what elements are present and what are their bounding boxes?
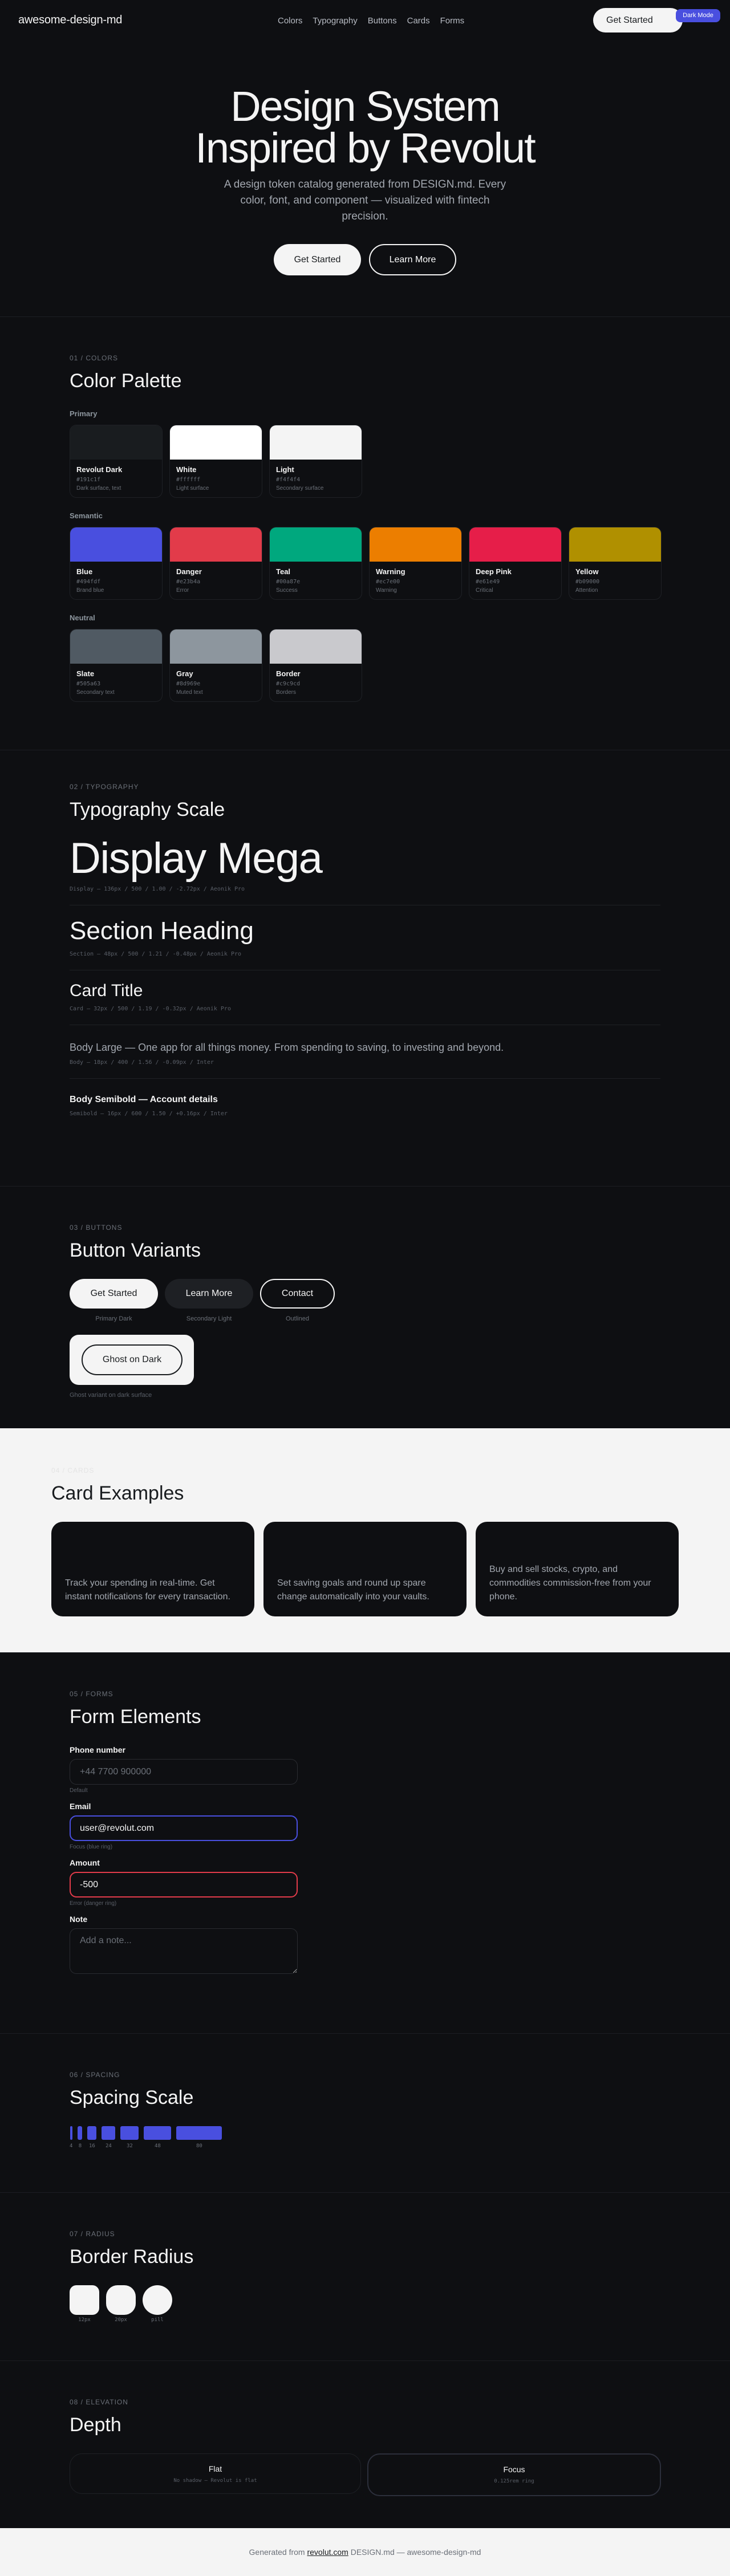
elevation-card-flat: [70, 2453, 361, 2494]
phone-field: [70, 1745, 730, 1794]
section-title: Depth: [70, 2414, 121, 2436]
swatch-color: [70, 629, 162, 664]
color-swatch[interactable]: [169, 629, 262, 702]
type-sample-semibold: [70, 1079, 660, 1129]
section-title: Border Radius: [70, 2246, 194, 2268]
spacing-item: [78, 2126, 82, 2149]
section-label: 05 / FORMS: [70, 1690, 113, 1698]
type-spec: Section — 48px / 500 / 1.21 / -0.48px / Aeonik Pro: [70, 951, 242, 957]
radius-samples: [70, 2285, 730, 2323]
section-title: Spacing Scale: [70, 2087, 194, 2108]
swatch-info: [70, 664, 162, 702]
spacing-item: [120, 2126, 139, 2149]
swatch-description: Brand blue: [76, 587, 104, 594]
forms-section: [0, 1652, 730, 2033]
feature-card[interactable]: [476, 1522, 679, 1616]
nav-link-typography[interactable]: Typography: [313, 16, 358, 26]
email-field: [70, 1802, 730, 1850]
swatch-description: Secondary text: [76, 689, 115, 696]
section-title: Form Elements: [70, 1706, 201, 1728]
section-title: Color Palette: [70, 370, 182, 392]
swatch-name: Blue: [76, 567, 93, 576]
footer-prefix: Generated from: [249, 2547, 305, 2557]
radius-box: [106, 2285, 136, 2315]
color-swatch[interactable]: [269, 629, 362, 702]
color-swatch[interactable]: [70, 425, 163, 498]
footer-suffix: DESIGN.md — awesome-design-md: [350, 2547, 481, 2557]
type-sample-body: [70, 1025, 660, 1079]
radius-item: [70, 2285, 99, 2323]
swatch-hex: #00a87e: [276, 579, 301, 585]
color-group-label: Primary: [70, 409, 98, 418]
radius-box: [143, 2285, 172, 2315]
swatch-hex: #494fdf: [76, 579, 101, 585]
type-sample-text: Card Title: [70, 981, 143, 1000]
field-caption: Default: [70, 1787, 88, 1794]
field-label: Amount: [70, 1858, 100, 1867]
swatch-description: Error: [176, 587, 189, 594]
radius-label: 20px: [115, 2317, 127, 2323]
elevation-card-focus: [367, 2453, 661, 2496]
card-text: Buy and sell stocks, crypto, and commodities commission-free from your phone.: [489, 1565, 651, 1602]
nav-get-started-button[interactable]: Get Started: [593, 8, 683, 32]
card-text: Set saving goals and round up spare change automatically into your vaults.: [277, 1578, 429, 1602]
nav-link-buttons[interactable]: Buttons: [367, 16, 397, 26]
section-title: Typography Scale: [70, 799, 225, 820]
swatch-name: Warning: [376, 567, 405, 576]
swatch-description: Light surface: [176, 485, 209, 491]
swatch-info: [270, 562, 362, 600]
type-spec: Semibold — 16px / 600 / 1.50 / +0.16px / Inter: [70, 1111, 228, 1117]
type-sample-display: [70, 826, 660, 905]
get-started-button[interactable]: Get Started: [274, 244, 361, 275]
feature-card[interactable]: [51, 1522, 254, 1616]
swatch-description: Critical: [476, 587, 493, 594]
swatch-color: [70, 425, 162, 460]
hero-title-line1: Design System: [230, 83, 500, 130]
type-spec: Card — 32px / 500 / 1.19 / -0.32px / Aeonik Pro: [70, 1006, 231, 1012]
color-group-label: Neutral: [70, 613, 95, 622]
primary-dark-button[interactable]: Get Started: [70, 1279, 158, 1309]
swatch-info: [270, 664, 362, 702]
swatch-color: [469, 527, 561, 562]
elevation-title: Flat: [208, 2464, 222, 2473]
swatch-hex: #505a63: [76, 681, 101, 687]
spacing-bar: [120, 2126, 139, 2140]
color-group-label: Semantic: [70, 511, 103, 520]
type-spec: Display — 136px / 500 / 1.00 / -2.72px / Aeonik Pro: [70, 886, 245, 892]
color-swatch[interactable]: [569, 527, 662, 600]
button-row: [70, 1279, 730, 1322]
section-label: 08 / ELEVATION: [70, 2398, 128, 2406]
swatch-row: [70, 527, 730, 600]
swatch-name: Danger: [176, 567, 202, 576]
type-sample-section: [70, 905, 660, 970]
logo[interactable]: awesome-design-md: [18, 14, 123, 26]
swatch-description: Borders: [276, 689, 297, 696]
spacing-bar: [87, 2126, 96, 2140]
color-groups: [70, 409, 730, 702]
elevation-subtitle: 0.125rem ring: [494, 2479, 534, 2484]
swatch-name: Gray: [176, 669, 193, 678]
buttons-section: [0, 1186, 730, 1428]
spacing-value: 24: [106, 2143, 112, 2149]
spacing-item: [87, 2126, 96, 2149]
elevation-section: [0, 2360, 730, 2528]
section-label: 03 / BUTTONS: [70, 1224, 123, 1232]
spacing-bars: [70, 2126, 730, 2149]
typography-section: [0, 750, 730, 1186]
learn-more-button[interactable]: Learn More: [369, 244, 456, 275]
swatch-info: [70, 562, 162, 600]
button-variant-secondary: [165, 1279, 253, 1322]
color-swatch[interactable]: [469, 527, 562, 600]
swatch-info: [170, 460, 262, 498]
elevation-subtitle: No shadow — Revolut is flat: [173, 2478, 257, 2484]
spacing-value: 48: [155, 2143, 161, 2149]
elevation-cards: [70, 2453, 730, 2496]
spacing-item: [102, 2126, 115, 2149]
type-sample-text: Body Large — One app for all things money. From spending to saving, to investing and beyond.: [70, 1042, 504, 1053]
swatch-hex: #e61e49: [476, 579, 500, 585]
color-swatch[interactable]: [70, 629, 163, 702]
swatch-hex: #ffffff: [176, 477, 201, 483]
section-label: 04 / CARDS: [51, 1466, 95, 1474]
swatch-row: [70, 425, 730, 498]
swatch-name: White: [176, 465, 197, 474]
field-caption: Error (danger ring): [70, 1900, 117, 1907]
swatch-description: Muted text: [176, 689, 203, 696]
spacing-value: 32: [127, 2143, 133, 2149]
swatch-description: Dark surface, text: [76, 485, 121, 491]
card-row: [51, 1522, 730, 1616]
color-swatch[interactable]: [169, 425, 262, 498]
secondary-light-button[interactable]: Learn More: [165, 1279, 253, 1309]
field-label: Email: [70, 1802, 91, 1811]
swatch-hex: #f4f4f4: [276, 477, 301, 483]
spacing-item: [176, 2126, 222, 2149]
dark-mode-toggle[interactable]: Dark Mode: [676, 9, 720, 22]
button-caption: Outlined: [286, 1315, 309, 1322]
spacing-bar: [78, 2126, 82, 2140]
footer: [0, 2528, 730, 2576]
type-sample-card: [70, 970, 660, 1025]
swatch-color: [170, 425, 262, 460]
ghost-button[interactable]: Ghost on Dark: [82, 1344, 182, 1375]
color-swatch[interactable]: [269, 527, 362, 600]
button-caption: Secondary Light: [186, 1315, 232, 1322]
swatch-name: Teal: [276, 567, 291, 576]
swatch-color: [70, 527, 162, 562]
type-spec: Body — 18px / 400 / 1.56 / -0.09px / Inter: [70, 1059, 214, 1066]
color-swatch[interactable]: [169, 527, 262, 600]
swatch-name: Deep Pink: [476, 567, 512, 576]
swatch-name: Revolut Dark: [76, 465, 123, 474]
color-swatch[interactable]: [369, 527, 462, 600]
radius-box: [70, 2285, 99, 2315]
nav-link-colors[interactable]: Colors: [278, 16, 303, 26]
section-label: 02 / TYPOGRAPHY: [70, 783, 139, 791]
radius-item: [106, 2285, 136, 2323]
type-sample-text: Body Semibold — Account details: [70, 1095, 218, 1104]
field-caption: Focus (blue ring): [70, 1844, 113, 1850]
hero: [0, 0, 730, 316]
nav-link-cards[interactable]: Cards: [407, 16, 430, 26]
swatch-color: [370, 527, 461, 562]
swatch-info: [270, 460, 362, 498]
swatch-description: Secondary surface: [276, 485, 324, 491]
spacing-value: 80: [196, 2143, 202, 2149]
swatch-hex: #e23b4a: [176, 579, 201, 585]
section-title: Card Examples: [51, 1482, 184, 1504]
swatch-info: [469, 562, 561, 600]
section-label: 01 / COLORS: [70, 354, 119, 362]
spacing-item: [70, 2126, 72, 2149]
section-label: 06 / SPACING: [70, 2071, 120, 2079]
ghost-surface: [70, 1335, 194, 1385]
phone-input[interactable]: [70, 1759, 298, 1785]
button-variant-outlined: [260, 1279, 335, 1322]
swatch-hex: #c9c9cd: [276, 681, 301, 687]
button-caption: Primary Dark: [95, 1315, 132, 1322]
cards-section: [0, 1428, 730, 1652]
spacing-value: 4: [70, 2143, 73, 2149]
radius-item: [143, 2285, 172, 2323]
spacing-bar: [176, 2126, 222, 2140]
nav-link-forms[interactable]: Forms: [440, 16, 465, 26]
hero-title-line2: Inspired by Revolut: [195, 124, 535, 172]
swatch-color: [569, 527, 661, 562]
swatch-row: [70, 629, 730, 702]
radius-section: [0, 2192, 730, 2360]
spacing-bar: [70, 2126, 72, 2140]
color-swatch[interactable]: [70, 527, 163, 600]
field-label: Note: [70, 1915, 88, 1924]
contact-button[interactable]: Contact: [260, 1279, 335, 1309]
card-text: Track your spending in real-time. Get instant notifications for every transaction.: [65, 1578, 230, 1602]
spacing-item: [144, 2126, 171, 2149]
swatch-hex: #b09000: [575, 579, 600, 585]
swatch-description: Warning: [376, 587, 397, 594]
ghost-caption: Ghost variant on dark surface: [70, 1392, 152, 1399]
swatch-info: [569, 562, 661, 600]
section-label: 07 / RADIUS: [70, 2230, 115, 2238]
hero-buttons: [274, 244, 456, 275]
hero-title: [0, 83, 730, 172]
amount-field: [70, 1858, 730, 1907]
swatch-info: [170, 664, 262, 702]
swatch-description: Attention: [575, 587, 598, 594]
swatch-info: [70, 460, 162, 498]
swatch-name: Light: [276, 465, 294, 474]
spacing-bar: [144, 2126, 171, 2140]
feature-card[interactable]: [263, 1522, 467, 1616]
note-field: [70, 1915, 730, 1977]
swatch-hex: #8d969e: [176, 681, 201, 687]
note-textarea[interactable]: [70, 1928, 298, 1974]
field-label: Phone number: [70, 1745, 126, 1754]
spacing-value: 8: [78, 2143, 82, 2149]
radius-label: 12px: [78, 2317, 91, 2323]
swatch-info: [170, 562, 262, 600]
swatch-description: Success: [276, 587, 298, 594]
type-sample-text: Display Mega: [70, 834, 322, 883]
elevation-title: Focus: [503, 2465, 525, 2474]
swatch-color: [170, 629, 262, 664]
hero-subtitle: A design token catalog generated from DESIGN.md. Every color, font, and component — visualized with fintech precision.: [224, 178, 506, 222]
swatch-hex: #191c1f: [76, 477, 101, 483]
colors-section: [0, 316, 730, 750]
swatch-color: [270, 425, 362, 460]
top-nav: [0, 0, 730, 42]
footer-link[interactable]: revolut.com: [307, 2547, 348, 2557]
spacing-bar: [102, 2126, 115, 2140]
swatch-name: Yellow: [575, 567, 599, 576]
section-title: Button Variants: [70, 1240, 201, 1261]
swatch-name: Border: [276, 669, 301, 678]
swatch-hex: #ec7e00: [376, 579, 400, 585]
swatch-color: [170, 527, 262, 562]
swatch-info: [370, 562, 461, 600]
radius-label: pill: [151, 2317, 164, 2323]
swatch-color: [270, 527, 362, 562]
type-sample-text: Section Heading: [70, 917, 254, 945]
nav-links: [278, 16, 464, 26]
spacing-section: [0, 2033, 730, 2192]
button-variant-primary: [70, 1279, 158, 1322]
swatch-color: [270, 629, 362, 664]
swatch-name: Slate: [76, 669, 95, 678]
spacing-value: 16: [89, 2143, 95, 2149]
amount-input[interactable]: [70, 1872, 298, 1898]
email-input[interactable]: [70, 1815, 298, 1841]
color-swatch[interactable]: [269, 425, 362, 498]
